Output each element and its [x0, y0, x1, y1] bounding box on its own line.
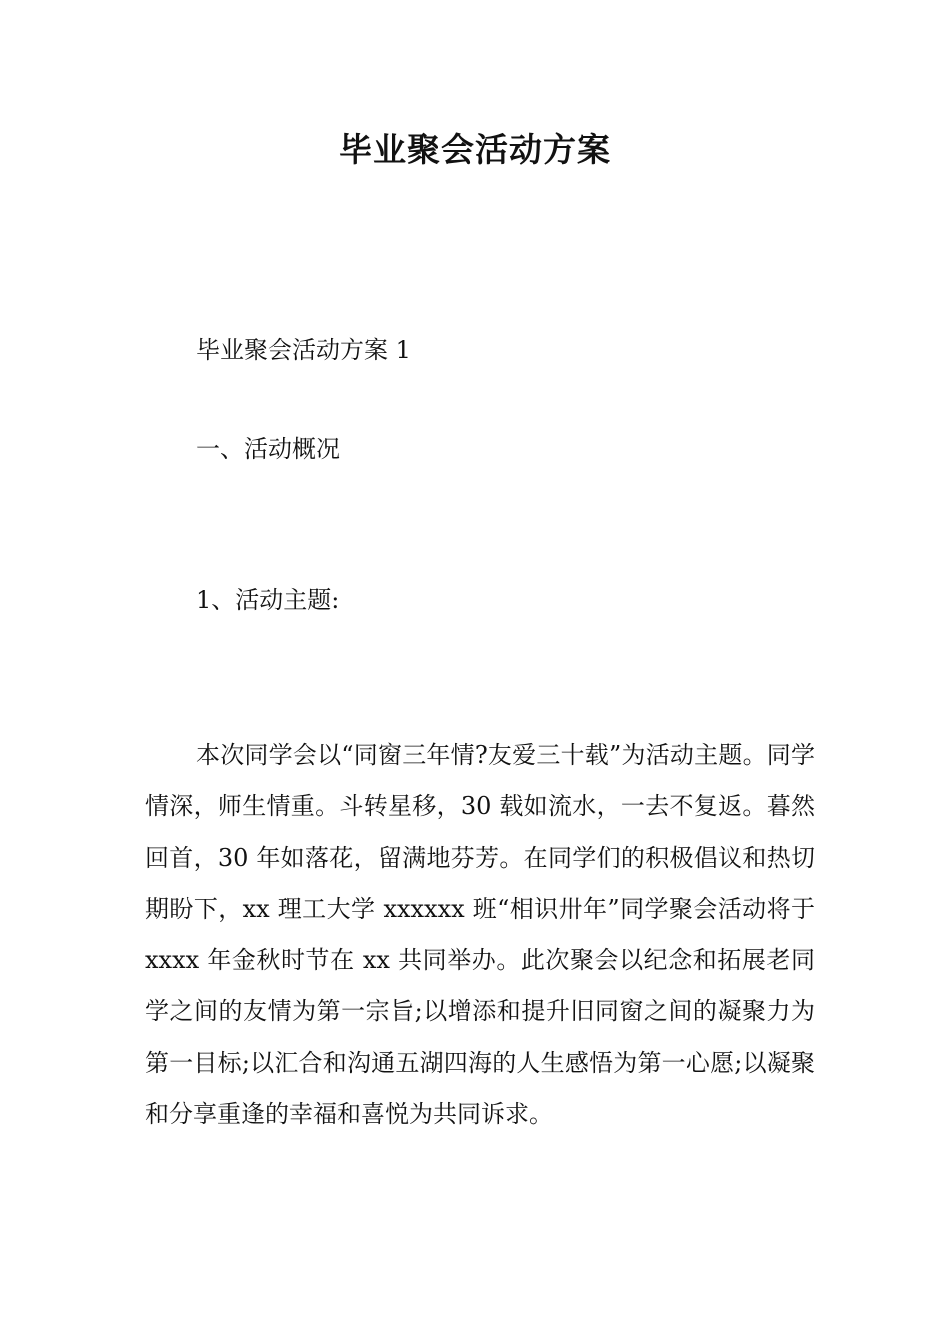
section-heading: 毕业聚会活动方案 1	[196, 336, 411, 364]
body-paragraph: 本次同学会以“同窗三年情?友爱三十载”为活动主题。同学情深，师生情重。斗转星移，30 载如流水，一去不复返。暮然回首，30 年如落花，留满地芬芳。在同学们的积极倡议和热切期盼下，xx 理工大学 xxxxxx 班“相识卅年”同学聚会活动将于 xxxx 年金秋时节在 xx 共同举办。此次聚会以纪念和拓展老同学之间的友情为第一宗旨;以增添和提升旧同窗之间的凝聚力为第一目标;以汇合和沟通五湖四海的人生感悟为第一心愿;以凝聚和分享重逢的幸福和喜悦为共同诉求。	[145, 741, 815, 1129]
document-title: 毕业聚会活动方案	[339, 130, 611, 169]
subheading-theme: 1、活动主题:	[196, 586, 340, 614]
subheading-overview: 一、活动概况	[196, 435, 340, 463]
